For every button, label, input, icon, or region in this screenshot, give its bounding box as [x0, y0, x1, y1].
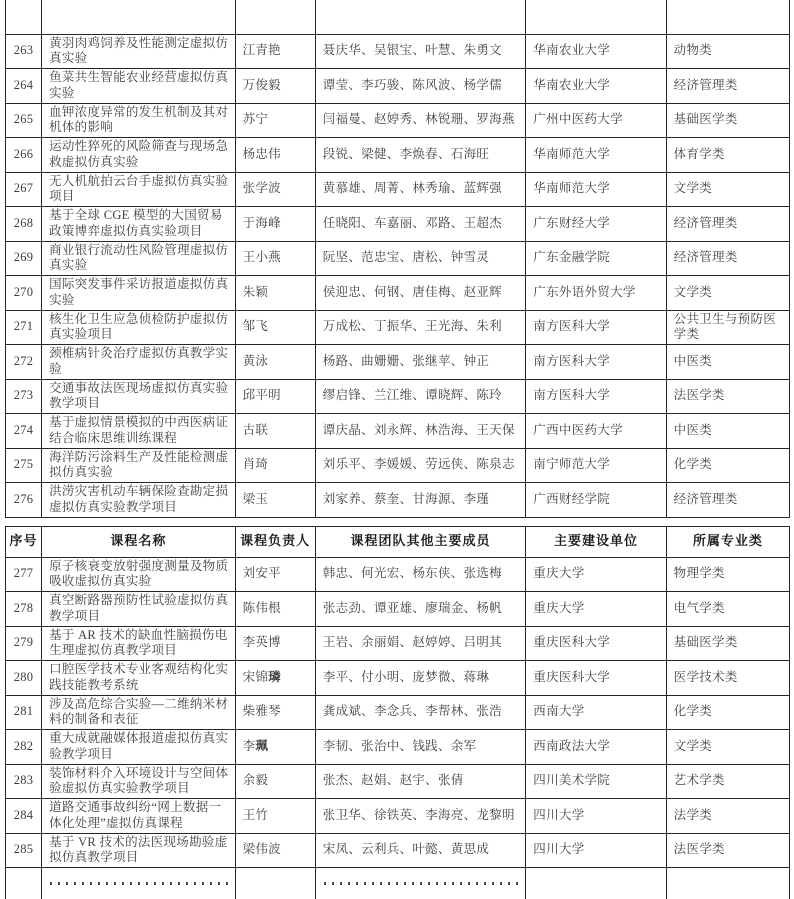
leader-name: 古联: [242, 422, 269, 437]
course-name-cell: 海洋防污涂料生产及性能检测虚拟仿真实验: [42, 448, 235, 483]
partial-row-bottom: [6, 868, 790, 899]
course-name-cell: 基于虚拟情景模拟的中西医病证结合临床思维训练课程: [42, 414, 235, 449]
course-name-cell: 基于 VR 技术的法医现场勘验虚拟仿真教学项目: [42, 833, 235, 868]
row-number-cell: 276: [6, 483, 42, 518]
leader-name: 苏宁: [242, 112, 269, 127]
course-name-cell: 口腔医学技术专业客观结构化实践技能教考系统: [42, 661, 235, 696]
course-name-cell: 基于全球 CGE 模型的大国贸易政策博弈虚拟仿真实验项目: [42, 207, 235, 242]
major-category-cell: 公共卫生与预防医学类: [666, 310, 789, 345]
course-leader-cell: [235, 557, 315, 592]
leader-name-bold-part: 璘: [268, 669, 281, 684]
partial-row-top: [6, 0, 790, 34]
row-number-cell: 266: [6, 138, 42, 173]
major-category-cell: 文学类: [666, 172, 789, 207]
table-row: [6, 483, 790, 518]
leader-name: 李英博: [242, 635, 281, 650]
clipped-text-tops: [50, 882, 228, 885]
table-row: [6, 833, 790, 868]
row-number-cell: 268: [6, 207, 42, 242]
row-number-cell: 275: [6, 448, 42, 483]
team-members-cell: 韩忠、何光宏、杨东侠、张选梅: [315, 557, 526, 592]
leader-name: 万俊毅: [242, 77, 281, 92]
header-course-leader: 课程负责人: [235, 526, 315, 557]
table-row: [6, 592, 790, 627]
course-leader-cell: [235, 345, 315, 380]
major-category-cell: [666, 868, 789, 899]
table-row: [6, 730, 790, 765]
construction-unit-cell: 南方医科大学: [526, 310, 666, 345]
course-name-cell: 重大成就融媒体报道虚拟仿真实验教学项目: [42, 730, 235, 765]
row-number-cell: 270: [6, 276, 42, 311]
course-name-cell: 交通事故法医现场虚拟仿真实验教学项目: [42, 379, 235, 414]
row-number-cell: 278: [6, 592, 42, 627]
row-number-cell: 284: [6, 799, 42, 834]
course-name-cell: 无人机航拍云台手虚拟仿真实验项目: [42, 172, 235, 207]
major-category-cell: 法医学类: [666, 833, 789, 868]
major-category-cell: 电气学类: [666, 592, 789, 627]
table-row: [6, 764, 790, 799]
course-leader-cell: [235, 379, 315, 414]
table-row: [6, 379, 790, 414]
major-category-cell: 物理学类: [666, 557, 789, 592]
course-name-cell: 涉及高危综合实验—二维纳米材料的制备和表征: [42, 695, 235, 730]
major-category-cell: 文学类: [666, 276, 789, 311]
course-name-cell: 装饰材料介入环境设计与空间体验虚拟仿真实验教学项目: [42, 764, 235, 799]
row-number-cell: 271: [6, 310, 42, 345]
major-category-cell: 中医类: [666, 345, 789, 380]
course-name-cell: 道路交通事故纠纷“网上数据一体化处理”虚拟仿真课程: [42, 799, 235, 834]
construction-unit-cell: 重庆大学: [526, 592, 666, 627]
row-number-cell: 283: [6, 764, 42, 799]
course-leader-cell: [235, 833, 315, 868]
table-row: [6, 448, 790, 483]
major-category-cell: 医学技术类: [666, 661, 789, 696]
course-leader-cell: [235, 0, 315, 34]
row-number-cell: 281: [6, 695, 42, 730]
course-leader-cell: [235, 626, 315, 661]
major-category-cell: 文学类: [666, 730, 789, 765]
table-row: [6, 557, 790, 592]
row-number-cell: 274: [6, 414, 42, 449]
team-members-cell: 任晓阳、车嘉丽、邓路、王超杰: [315, 207, 526, 242]
course-name-cell: [42, 0, 235, 34]
course-leader-cell: [235, 172, 315, 207]
leader-name: 杨忠伟: [242, 146, 281, 161]
table-row: [6, 626, 790, 661]
leader-name: 柴雅琴: [242, 704, 281, 719]
course-leader-cell: [235, 138, 315, 173]
header-construction-unit: 主要建设单位: [526, 526, 666, 557]
course-name-cell: 核生化卫生应急侦检防护虚拟仿真实验项目: [42, 310, 235, 345]
row-number-cell: [6, 868, 42, 899]
row-number-cell: 263: [6, 34, 42, 69]
team-members-cell: [315, 0, 526, 34]
major-category-cell: 法医学类: [666, 379, 789, 414]
table-row: [6, 34, 790, 69]
construction-unit-cell: 南宁师范大学: [526, 448, 666, 483]
course-name-cell: [42, 868, 235, 899]
team-members-cell: 万成松、丁振华、王光海、朱利: [315, 310, 526, 345]
course-leader-cell: [235, 69, 315, 104]
table-row: [6, 310, 790, 345]
table-row: [6, 695, 790, 730]
major-category-cell: 化学类: [666, 695, 789, 730]
course-leader-cell: [235, 103, 315, 138]
course-name-cell: 运动性猝死的风险筛查与现场急救虚拟仿真实验: [42, 138, 235, 173]
leader-name: 张学波: [242, 181, 281, 196]
table-row: [6, 799, 790, 834]
construction-unit-cell: 华南农业大学: [526, 34, 666, 69]
construction-unit-cell: [526, 868, 666, 899]
course-leader-cell: [235, 799, 315, 834]
course-name-cell: 鱼菜共生智能农业经营虚拟仿真实验: [42, 69, 235, 104]
leader-name: 宋锦: [242, 669, 269, 684]
course-name-cell: 商业银行流动性风险管理虚拟仿真实验: [42, 241, 235, 276]
row-number-cell: 273: [6, 379, 42, 414]
team-members-cell: 缪启锋、兰江维、谭晓辉、陈玲: [315, 379, 526, 414]
course-leader-cell: [235, 695, 315, 730]
course-leader-cell: [235, 483, 315, 518]
team-members-cell: 聂庆华、吴银宝、叶慧、朱勇文: [315, 34, 526, 69]
team-members-cell: 张卫华、徐铁英、李海亮、龙黎明: [315, 799, 526, 834]
row-number-cell: 269: [6, 241, 42, 276]
header-major-category: 所属专业类: [666, 526, 789, 557]
header-team-members: 课程团队其他主要成员: [315, 526, 526, 557]
table-gap: [5, 518, 794, 526]
leader-name: 邹飞: [242, 319, 269, 334]
major-category-cell: 化学类: [666, 448, 789, 483]
table-row: [6, 69, 790, 104]
table-header-row: [6, 526, 790, 557]
course-name-cell: 基于 AR 技术的缺血性脑损伤电生理虚拟仿真教学项目: [42, 626, 235, 661]
course-name-cell: 真空断路器预防性试验虚拟仿真教学项目: [42, 592, 235, 627]
clipped-text-tops: [324, 882, 520, 885]
construction-unit-cell: 广州中医药大学: [526, 103, 666, 138]
construction-unit-cell: 南方医科大学: [526, 379, 666, 414]
row-number-cell: 285: [6, 833, 42, 868]
major-category-cell: 动物类: [666, 34, 789, 69]
leader-name: 陈伟根: [242, 600, 281, 615]
leader-name: 余毅: [242, 773, 269, 788]
table-row: [6, 138, 790, 173]
header-index: 序号: [6, 526, 42, 557]
leader-name: 朱颖: [242, 284, 269, 299]
construction-unit-cell: 华南师范大学: [526, 172, 666, 207]
row-number-cell: 267: [6, 172, 42, 207]
construction-unit-cell: 南方医科大学: [526, 345, 666, 380]
table-row: [6, 172, 790, 207]
construction-unit-cell: 广西财经学院: [526, 483, 666, 518]
construction-unit-cell: 华南农业大学: [526, 69, 666, 104]
course-leader-cell: [235, 448, 315, 483]
team-members-cell: 刘乐平、李媛媛、劳远侠、陈泉志: [315, 448, 526, 483]
team-members-cell: 黄慕雄、周菁、林秀瑜、蓝辉强: [315, 172, 526, 207]
construction-unit-cell: 西南政法大学: [526, 730, 666, 765]
major-category-cell: 经济管理类: [666, 483, 789, 518]
team-members-cell: 李韧、张治中、钱践、余军: [315, 730, 526, 765]
team-members-cell: 侯迎忠、何钢、唐佳梅、赵亚辉: [315, 276, 526, 311]
major-category-cell: 基础医学类: [666, 626, 789, 661]
row-number-cell: 280: [6, 661, 42, 696]
leader-name: 刘安平: [242, 566, 281, 581]
row-number-cell: 279: [6, 626, 42, 661]
row-number-cell: 282: [6, 730, 42, 765]
leader-name-bold-part: 珮: [255, 738, 269, 753]
course-leader-cell: [235, 310, 315, 345]
course-name-cell: 国际突发事件采访报道虚拟仿真实验: [42, 276, 235, 311]
major-category-cell: 经济管理类: [666, 69, 789, 104]
table-row: [6, 276, 790, 311]
leader-name: 梁玉: [242, 491, 269, 506]
construction-unit-cell: 重庆医科大学: [526, 626, 666, 661]
course-leader-cell: [235, 276, 315, 311]
leader-name: 王小燕: [242, 250, 281, 265]
leader-name: 李: [242, 738, 256, 753]
construction-unit-cell: 广东财经大学: [526, 207, 666, 242]
leader-name: 于海峰: [242, 215, 281, 230]
team-members-cell: 杨路、曲姗姗、张继苹、钟正: [315, 345, 526, 380]
leader-name: 肖琦: [242, 457, 269, 472]
team-members-cell: 段锐、梁健、李焕春、石海旺: [315, 138, 526, 173]
row-number-cell: 265: [6, 103, 42, 138]
major-category-cell: 基础医学类: [666, 103, 789, 138]
major-category-cell: 艺术学类: [666, 764, 789, 799]
construction-unit-cell: 四川美术学院: [526, 764, 666, 799]
table-row: [6, 414, 790, 449]
team-members-cell: 谭莹、李巧骏、陈风波、杨学儒: [315, 69, 526, 104]
team-members-cell: 闫福曼、赵婷秀、林锐珊、罗海燕: [315, 103, 526, 138]
construction-unit-cell: [526, 0, 666, 34]
table-row: [6, 661, 790, 696]
course-name-cell: 洪涝灾害机动车辆保险查勘定损虚拟仿真实验教学项目: [42, 483, 235, 518]
team-members-cell: [315, 868, 526, 899]
major-category-cell: [666, 0, 789, 34]
table-row: [6, 207, 790, 242]
team-members-cell: 王岩、余丽娟、赵婷婷、吕明其: [315, 626, 526, 661]
course-leader-cell: [235, 207, 315, 242]
course-name-cell: 血钾浓度异常的发生机制及其对机体的影响: [42, 103, 235, 138]
header-course-name: 课程名称: [42, 526, 235, 557]
course-name-cell: 颈椎病针灸治疗虚拟仿真教学实验: [42, 345, 235, 380]
team-members-cell: 张志劲、谭亚雄、廖瑞金、杨帆: [315, 592, 526, 627]
leader-name: 邱平明: [242, 388, 281, 403]
course-table-bottom: [5, 526, 790, 899]
course-table-top: [5, 0, 790, 518]
leader-name: 江青艳: [242, 43, 281, 58]
construction-unit-cell: 广西中医药大学: [526, 414, 666, 449]
team-members-cell: 张杰、赵娟、赵宇、张倩: [315, 764, 526, 799]
construction-unit-cell: 华南师范大学: [526, 138, 666, 173]
row-number-cell: 264: [6, 69, 42, 104]
construction-unit-cell: 广东金融学院: [526, 241, 666, 276]
construction-unit-cell: 重庆医科大学: [526, 661, 666, 696]
construction-unit-cell: 重庆大学: [526, 557, 666, 592]
row-number-cell: 277: [6, 557, 42, 592]
construction-unit-cell: 四川大学: [526, 833, 666, 868]
table-row: [6, 345, 790, 380]
course-name-cell: 原子核衰变放射强度测量及物质吸收虚拟仿真实验: [42, 557, 235, 592]
course-leader-cell: [235, 661, 315, 696]
course-leader-cell: [235, 34, 315, 69]
construction-unit-cell: 西南大学: [526, 695, 666, 730]
row-number-cell: 272: [6, 345, 42, 380]
course-leader-cell: [235, 592, 315, 627]
leader-name: 王竹: [242, 807, 269, 822]
row-number-cell: [6, 0, 42, 34]
team-members-cell: 刘家养、蔡奎、甘海源、李瑾: [315, 483, 526, 518]
team-members-cell: 谭庆晶、刘永辉、林浩海、王天保: [315, 414, 526, 449]
team-members-cell: 阮坚、范忠宝、唐松、钟雪灵: [315, 241, 526, 276]
course-leader-cell: [235, 764, 315, 799]
table-row: [6, 241, 790, 276]
course-leader-cell: [235, 730, 315, 765]
team-members-cell: 龚成斌、李念兵、李帮林、张浩: [315, 695, 526, 730]
leader-name: 梁伟波: [242, 842, 281, 857]
construction-unit-cell: 广东外语外贸大学: [526, 276, 666, 311]
major-category-cell: 法学类: [666, 799, 789, 834]
major-category-cell: 体育学类: [666, 138, 789, 173]
course-leader-cell: [235, 414, 315, 449]
team-members-cell: 李平、付小明、庞梦微、蒋琳: [315, 661, 526, 696]
course-leader-cell: [235, 241, 315, 276]
table-row: [6, 103, 790, 138]
course-leader-cell: [235, 868, 315, 899]
major-category-cell: 经济管理类: [666, 241, 789, 276]
leader-name: 黄泳: [242, 353, 269, 368]
construction-unit-cell: 四川大学: [526, 799, 666, 834]
major-category-cell: 中医类: [666, 414, 789, 449]
team-members-cell: 宋凤、云利兵、叶懿、黄思成: [315, 833, 526, 868]
course-name-cell: 黄羽肉鸡饲养及性能测定虚拟仿真实验: [42, 34, 235, 69]
major-category-cell: 经济管理类: [666, 207, 789, 242]
